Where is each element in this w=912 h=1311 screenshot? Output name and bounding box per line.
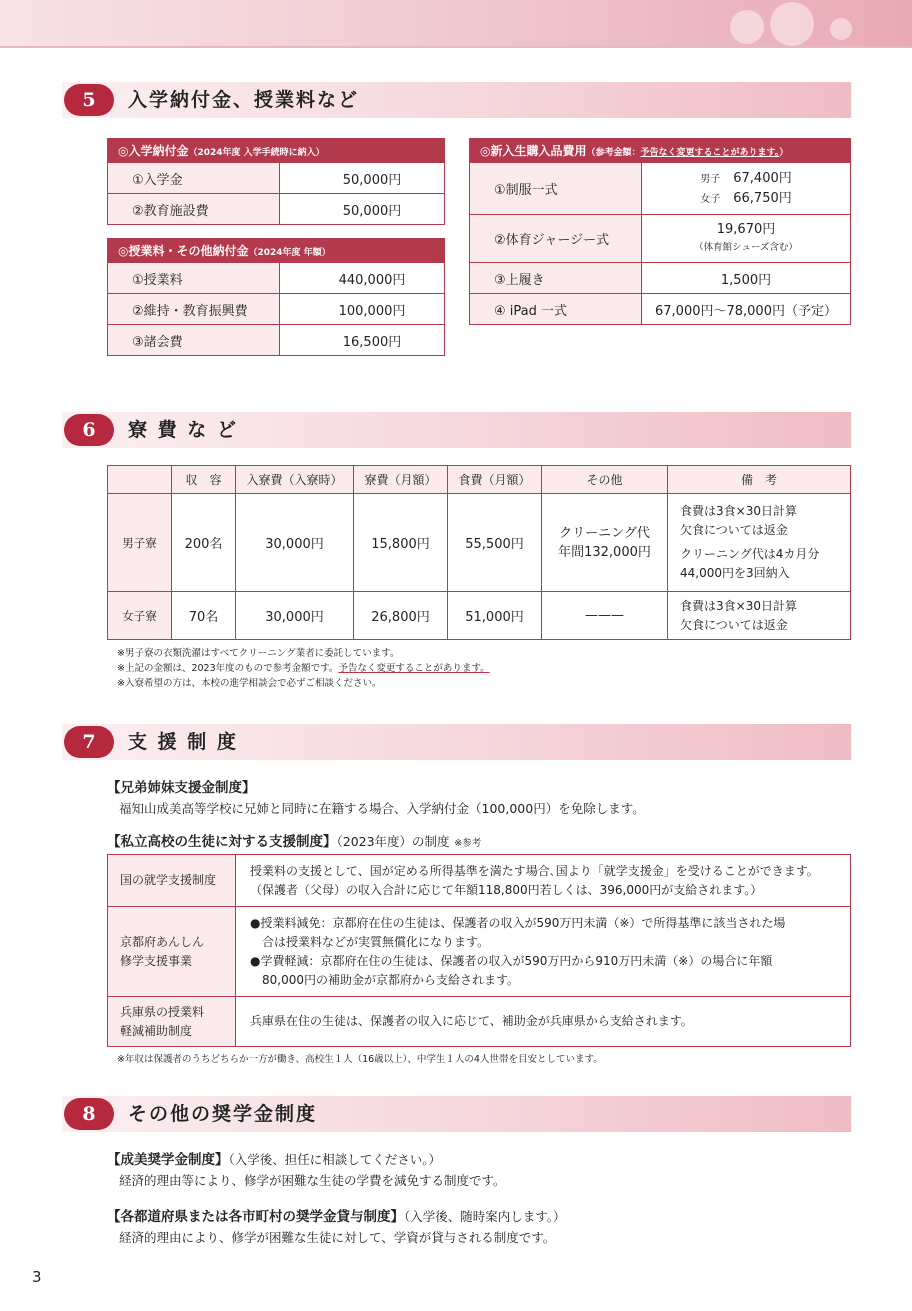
section-title: 入学納付金、授業料など [128, 89, 360, 111]
support-system-table [107, 854, 851, 1047]
seibi-scholarship-heading: 【成美奨学金制度】（入学後、担任に相談してください。） [107, 1152, 442, 1168]
page-number: 3 [32, 1268, 42, 1286]
table-row: ②体育ジャージー式 19,670円 （体育館シューズ含む） [470, 215, 851, 263]
section-number: 7 [64, 726, 114, 758]
dorm-note-2: ※上記の金額は、2023年度のもので参考金額です。予告なく変更することがあります。 [117, 663, 490, 674]
table-row: ③諸会費 16,500円 [108, 325, 445, 356]
table-row: ①制服一式 男子 67,400円 女子 66,750円 [470, 163, 851, 215]
table-row: ①授業料 440,000円 [108, 263, 445, 294]
section-8-header [62, 1096, 851, 1132]
support-footnote: ※年収は保護者のうちどちらか一方が働き、高校生１人（16歳以上）、中学生１人の4人世帯を目安としています。 [117, 1054, 603, 1065]
table-row-female-dorm: 女子寮 70名 30,000円 26,800円 51,000円 ——— 食費は3食×30日計算 欠食については返金 [108, 592, 851, 640]
section-6-header [62, 412, 851, 448]
dormitory-fee-table [107, 465, 851, 640]
table-row: ②維持・教育振興費 100,000円 [108, 294, 445, 325]
prefecture-scholarship-heading: 【各都道府県または各市町村の奨学金貸与制度】（入学後、随時案内します。） [107, 1209, 566, 1225]
tuition-fee-table [107, 238, 445, 356]
sibling-support-text: 福知山成美高等学校に兄姉と同時に在籍する場合、入学納付金（100,000円）を免除します。 [119, 801, 645, 816]
table-row: ③上履き 1,500円 [470, 263, 851, 294]
table-header-row: 収 容 入寮費（入寮時） 寮費（月額） 食費（月額） その他 備 考 [108, 466, 851, 494]
section-number: 6 [64, 414, 114, 446]
purchase-cost-table [469, 138, 851, 325]
table-row: ①入学金 50,000円 [108, 163, 445, 194]
section-title: 支 援 制 度 [128, 731, 238, 753]
prefecture-scholarship-text: 経済的理由により、修学が困難な生徒に対して、学資が貸与される制度です。 [119, 1230, 556, 1245]
section-title: その他の奨学金制度 [128, 1103, 318, 1125]
decor-bubble [730, 10, 764, 44]
entrance-fee-table [107, 138, 445, 225]
table-row: 兵庫県の授業料 軽減補助制度 兵庫県在住の生徒は、保護者の収入に応じて、補助金が兵庫県から支給されます。 [108, 997, 851, 1047]
table-caption: ◎入学納付金（2024年度 入学手続時に納入） [108, 139, 445, 163]
table-row: ④ iPad 一式 67,000円～78,000円（予定） [470, 294, 851, 325]
decor-bubble [770, 2, 814, 46]
section-number: 5 [64, 84, 114, 116]
section-7-header [62, 724, 851, 760]
private-support-heading: 【私立高校の生徒に対する支援制度】（2023年度）の制度 ※参考 [107, 834, 482, 850]
decor-bubble [830, 18, 852, 40]
table-row: 国の就学支援制度 授業料の支援として、国が定める所得基準を満たす場合､国より「就学支援金」を受けることができます。 （保護者（父母）の収入合計に応じて年額118,800円若しくは、396,000円が支給されます。） [108, 855, 851, 907]
sibling-support-heading: 【兄弟姉妹支援金制度】 [107, 780, 256, 796]
table-row-male-dorm: 男子寮 200名 30,000円 15,800円 55,500円 クリーニング代 年間132,000円 食費は3食×30日計算 欠食については返金 クリーニング代は4カ月分 44,000円を3回納入 [108, 494, 851, 592]
top-decorative-band [0, 0, 912, 48]
table-caption: ◎新入生購入品費用（参考金額：予告なく変更することがあります。） [470, 139, 851, 163]
dorm-note-3: ※入寮希望の方は、本校の進学相談会で必ずご相談ください。 [117, 678, 382, 689]
section-title: 寮 費 な ど [128, 419, 238, 441]
section-5-header [62, 82, 851, 118]
section-number: 8 [64, 1098, 114, 1130]
table-row: ②教育施設費 50,000円 [108, 194, 445, 225]
seibi-scholarship-text: 経済的理由等により、修学が困難な生徒の学費を減免する制度です。 [119, 1173, 506, 1188]
table-row: 京都府あんしん 修学支援事業 ●授業料減免：京都府在住の生徒は、保護者の収入が590万円未満（※）で所得基準に該当された場 合は授業料などが実質無償化になります。 ●学費軽減：京都府在住の生徒は、保護者の収入が590万円から910万円未満（※）の場合に年額 80,000円の補助金が京都府から支給されます。 [108, 907, 851, 997]
table-caption: ◎授業料・その他納付金（2024年度 年額） [108, 239, 445, 263]
dorm-note-1: ※男子寮の衣類洗濯はすべてクリーニング業者に委託しています。 [117, 648, 400, 659]
